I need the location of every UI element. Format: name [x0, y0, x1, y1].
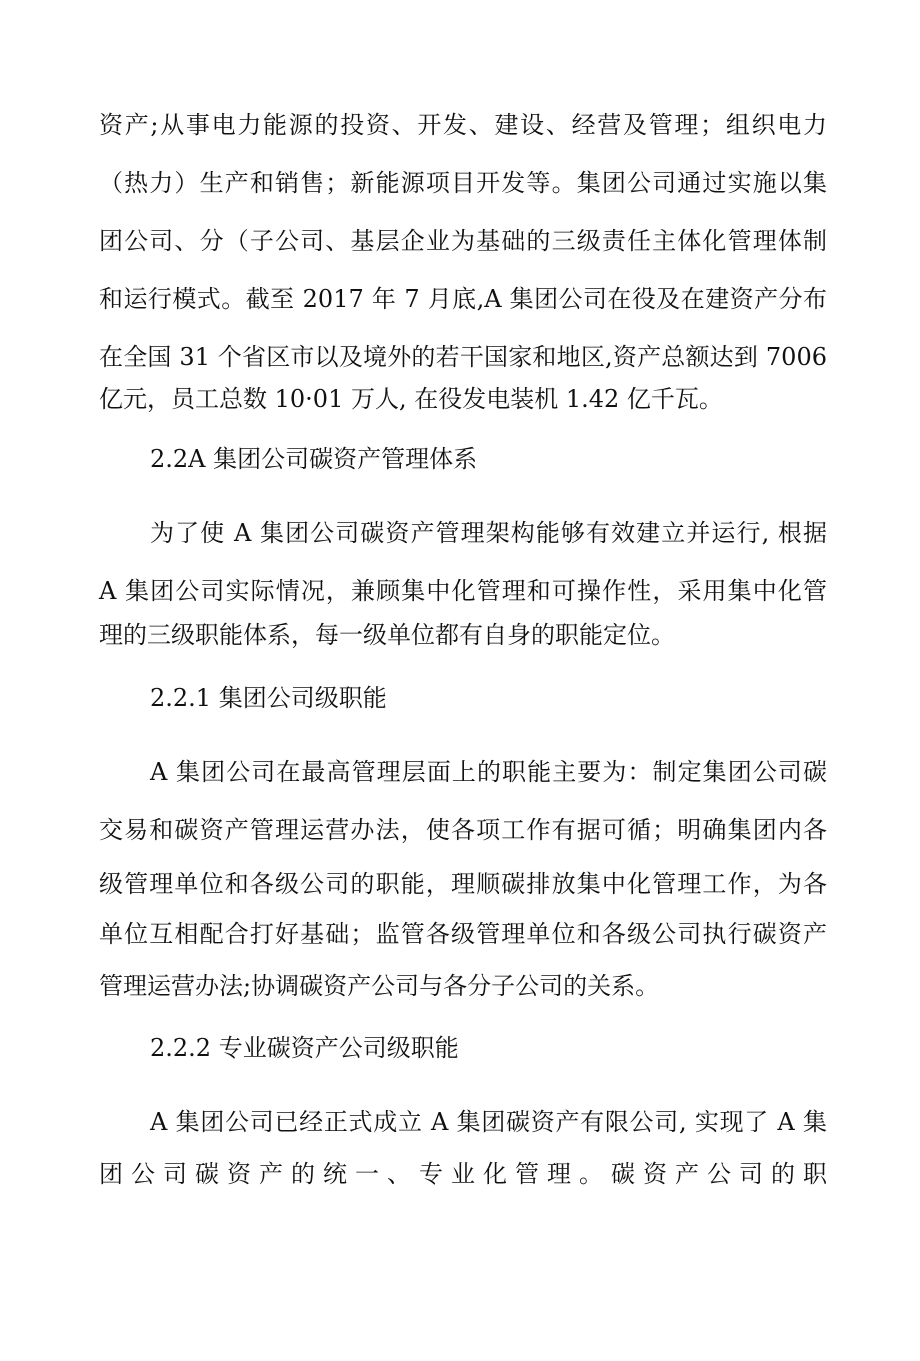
paragraph-line: 和运行模式。截至 2017 年 7 月底,A 集团公司在役及在建资产分布: [99, 285, 827, 313]
paragraph-line: 亿元，员工总数 10·01 万人, 在役发电装机 1.42 亿千瓦。: [99, 385, 723, 413]
paragraph-line: 团公司、分（子公司、基层企业为基础的三级责任主体化管理体制: [99, 227, 827, 255]
section-heading: 2.2A 集团公司碳资产管理体系: [150, 445, 478, 473]
paragraph-line: 管理运营办法;协调碳资产公司与各分子公司的关系。: [99, 972, 660, 1000]
section-heading: 2.2.2 专业碳资产公司级职能: [150, 1034, 459, 1062]
paragraph-line: 团 公 司 碳 资 产 的 统 一 、 专 业 化 管 理 。 碳 资 产 公 司 的 职: [99, 1160, 827, 1188]
paragraph-line: 级管理单位和各级公司的职能，理顺碳排放集中化管理工作，为各: [99, 870, 827, 898]
paragraph-line: A 集团公司在最高管理层面上的职能主要为：制定集团公司碳: [150, 758, 827, 786]
paragraph-line: 为了使 A 集团公司碳资产管理架构能够有效建立并运行, 根据: [150, 519, 827, 547]
paragraph-line: A 集团公司已经正式成立 A 集团碳资产有限公司, 实现了 A 集: [150, 1108, 827, 1136]
paragraph-line: （热力）生产和销售；新能源项目开发等。集团公司通过实施以集: [99, 169, 827, 197]
paragraph-line: 资产;从事电力能源的投资、开发、建设、经营及管理；组织电力: [99, 111, 827, 139]
paragraph-line: 在全国 31 个省区市以及境外的若干国家和地区,资产总额达到 7006: [99, 343, 827, 371]
paragraph-line: A 集团公司实际情况，兼顾集中化管理和可操作性，采用集中化管: [99, 577, 827, 605]
section-heading: 2.2.1 集团公司级职能: [150, 684, 387, 712]
paragraph-line: 理的三级职能体系，每一级单位都有自身的职能定位。: [99, 621, 675, 649]
paragraph-line: 单位互相配合打好基础；监管各级管理单位和各级公司执行碳资产: [99, 920, 827, 948]
paragraph-line: 交易和碳资产管理运营办法，使各项工作有据可循；明确集团内各: [99, 816, 827, 844]
